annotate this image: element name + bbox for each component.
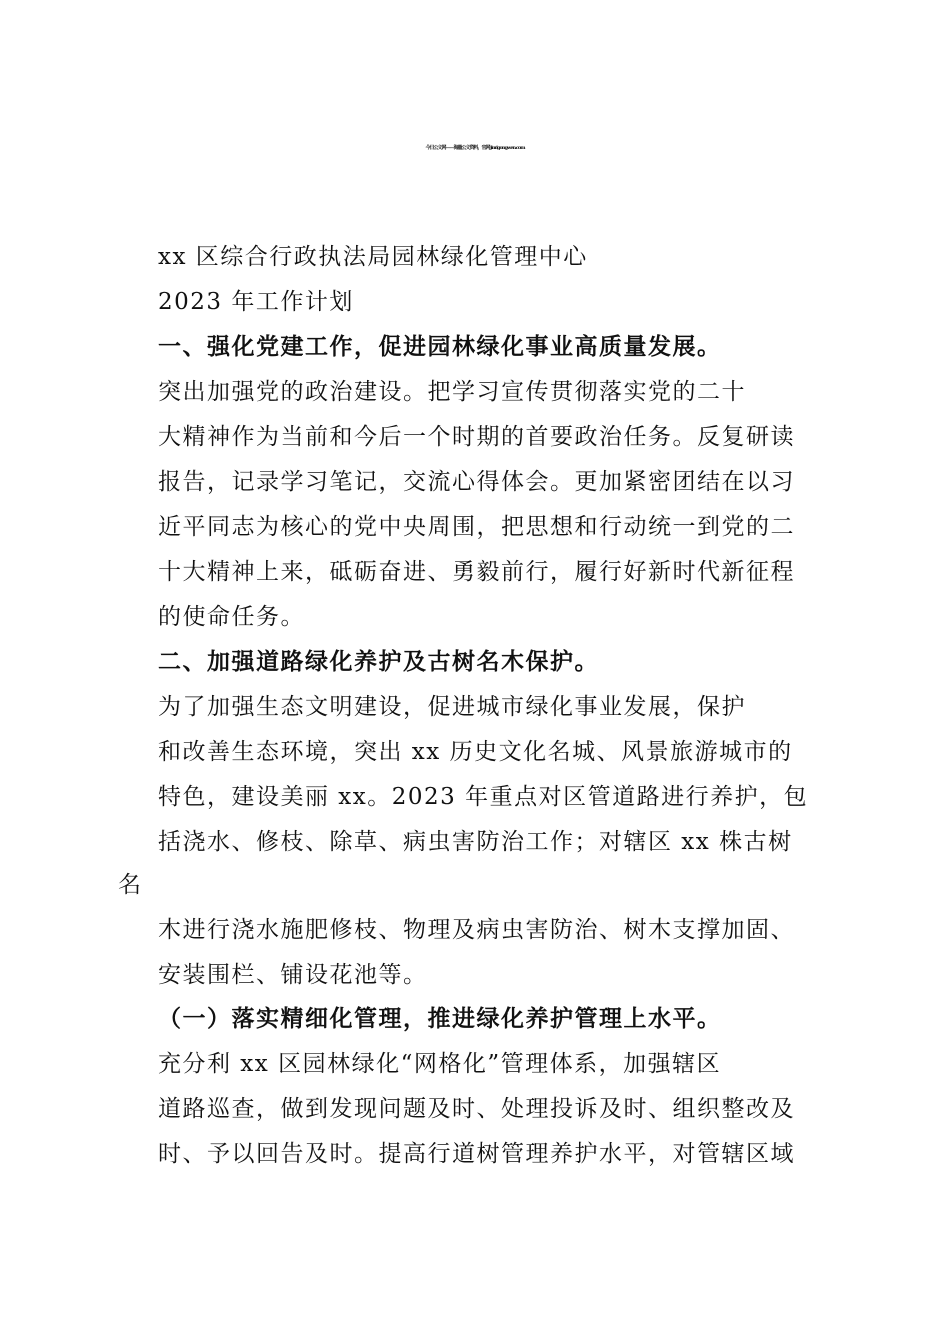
subsection-heading-1: （一）落实精细化管理，推进绿化养护管理上水平。	[158, 1005, 722, 1032]
site-header: 今日公文网——海量公文资料，官网 jinrigongwen.com	[425, 145, 525, 151]
paragraph-line: 安装围栏、铺设花池等。	[158, 962, 428, 988]
section-heading-2: 二、加强道路绿化养护及古树名木保护。	[158, 648, 599, 675]
paragraph-line: 充分利 xx 区园林绿化“网格化”管理体系，加强辖区	[158, 1051, 722, 1077]
paragraph-line: 为了加强生态文明建设，促进城市绿化事业发展，保护	[158, 694, 746, 720]
section-heading-1: 一、强化党建工作，促进园林绿化事业高质量发展。	[158, 333, 722, 360]
paragraph-line: 特色，建设美丽 xx。2023 年重点对区管道路进行养护，包	[158, 784, 809, 810]
paragraph-line: 大精神作为当前和今后一个时期的首要政治任务。反复研读	[158, 424, 795, 450]
paragraph-line: 名	[118, 872, 143, 898]
org-title-line: xx 区综合行政执法局园林绿化管理中心	[158, 244, 588, 270]
paragraph-line: 时、予以回告及时。提高行道树管理养护水平，对管辖区域	[158, 1141, 795, 1167]
paragraph-line: 括浇水、修枝、除草、病虫害防治工作；对辖区 xx 株古树	[158, 829, 793, 855]
paragraph-line: 突出加强党的政治建设。把学习宣传贯彻落实党的二十	[158, 379, 746, 405]
paragraph-line: 报告，记录学习笔记，交流心得体会。更加紧密团结在以习	[158, 469, 795, 495]
paragraph-line: 和改善生态环境，突出 xx 历史文化名城、风景旅游城市的	[158, 739, 793, 765]
paragraph-line: 的使命任务。	[158, 604, 305, 630]
paragraph-line: 近平同志为核心的党中央周围，把思想和行动统一到党的二	[158, 514, 795, 540]
plan-title-line: 2023 年工作计划	[158, 289, 354, 315]
paragraph-line: 十大精神上来，砥砺奋进、勇毅前行，履行好新时代新征程	[158, 559, 795, 585]
paragraph-line: 木进行浇水施肥修枝、物理及病虫害防治、树木支撑加固、	[158, 917, 795, 943]
paragraph-line: 道路巡查，做到发现问题及时、处理投诉及时、组织整改及	[158, 1096, 795, 1122]
